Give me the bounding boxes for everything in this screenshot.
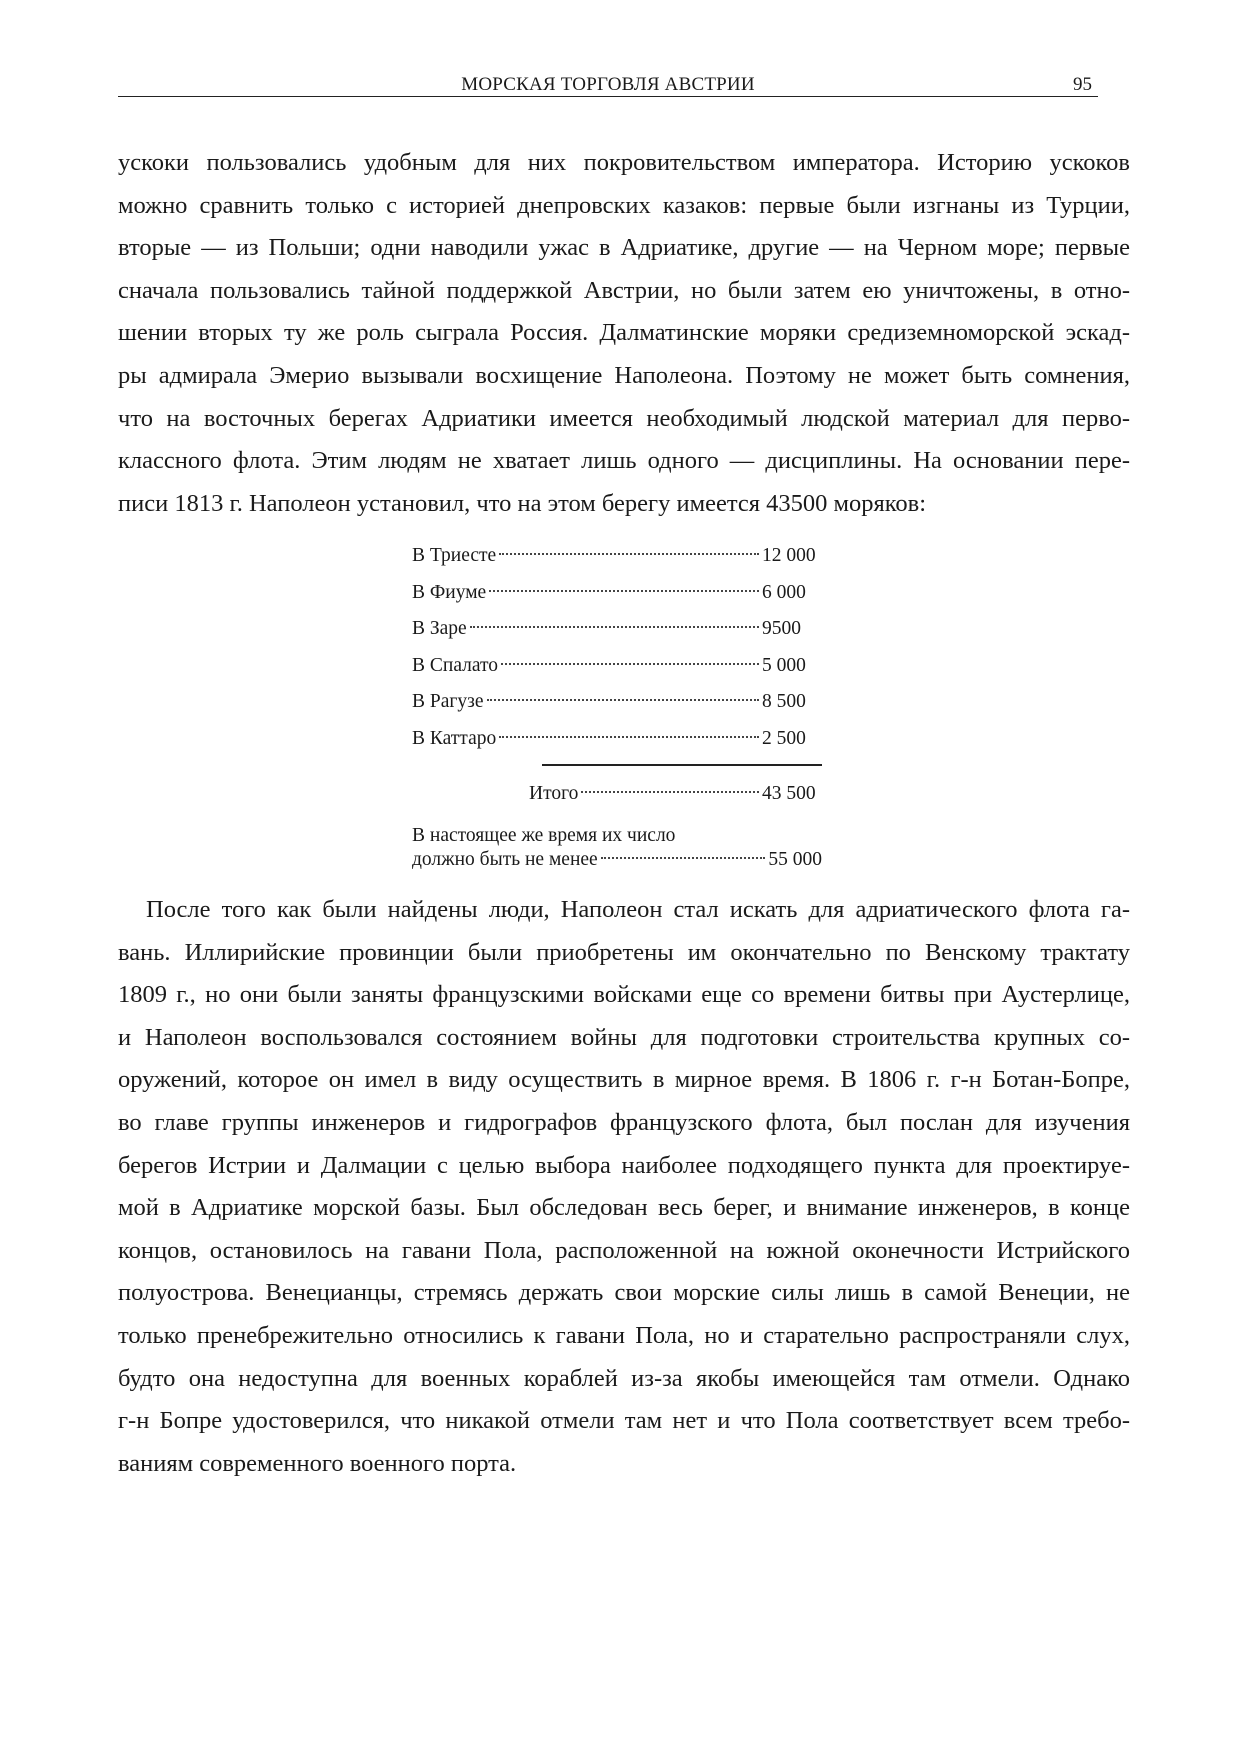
- row-place: В Фиуме: [412, 581, 487, 603]
- note-line: должно быть не менее: [412, 849, 598, 871]
- total-label: Итого: [529, 782, 579, 804]
- text-line: вань. Иллирийские провинции были приобретены им окончательно по Венскому трактату: [118, 938, 1130, 966]
- dot-leader: [501, 663, 759, 665]
- row-place: В Заре: [412, 618, 467, 640]
- row-value: 8 500: [762, 691, 806, 713]
- row-value: 12 000: [762, 545, 816, 566]
- dot-leader: [499, 553, 759, 555]
- text-line: сначала пользовались тайной поддержкой Австрии, но были затем ею уничтожены, в отно-: [118, 276, 1130, 304]
- row-place: В Спалато: [412, 654, 499, 676]
- table-row: [412, 538, 822, 575]
- table-row: [412, 721, 822, 758]
- text-line: что на восточных берегах Адриатики имеется необходимый людской материал для перво-: [118, 404, 1130, 432]
- text-line: ускоки пользовались удобным для них покровительством императора. Историю ускоков: [118, 149, 1130, 176]
- text-line: писи 1813 г. Наполеон установил, что на этом берегу имеется 43500 моряков:: [118, 489, 927, 517]
- text-line: концов, остановилось на гавани Пола, расположенной на южной оконечности Истрийского: [118, 1236, 1130, 1264]
- row-place: В Каттаро: [412, 727, 497, 749]
- dot-leader: [499, 736, 759, 738]
- total-row: [529, 776, 822, 813]
- text-line: ваниям современного военного порта.: [118, 1449, 517, 1477]
- dot-leader: [487, 699, 760, 701]
- row-value: 6 000: [762, 581, 806, 603]
- text-line: будто она недоступна для военных кораблей из-за якобы имеющейся там отмели. Однако: [118, 1364, 1130, 1392]
- text-line: и Наполеон воспользовался состоянием войны для подготовки строительства крупных со-: [118, 1023, 1130, 1051]
- text-line: ры адмирала Эмерио вызывали восхищение Наполеона. Поэтому не может быть сомнения,: [118, 361, 1130, 389]
- row-value: 2 500: [762, 727, 806, 749]
- running-header: [118, 72, 1098, 97]
- row-place: В Триесте: [412, 545, 497, 566]
- paragraph-1: [118, 142, 1130, 525]
- total-value: 43 500: [762, 782, 816, 804]
- text-line: только пренебрежительно относились к гавани Пола, но и старательно распространяли слух,: [118, 1321, 1130, 1349]
- note-line: В настоящее же время их число: [412, 825, 676, 847]
- table-row: [412, 575, 822, 612]
- table-row: [412, 684, 822, 721]
- dot-leader: [581, 791, 759, 793]
- text-line: оружений, которое он имел в виду осуществить в мирное время. В 1806 г. г-н Ботан-Бопре,: [118, 1066, 1130, 1094]
- text-line: можно сравнить только с историей днепровских казаков: первые были изгнаны из Турции,: [118, 191, 1130, 219]
- sum-rule: [542, 764, 822, 766]
- paragraph-2: [118, 889, 1130, 1485]
- note-row: [412, 848, 822, 872]
- running-title: МОРСКАЯ ТОРГОВЛЯ АВСТРИИ: [461, 74, 755, 95]
- dot-leader: [470, 626, 759, 628]
- sailors-table: [412, 538, 822, 872]
- text-line: мой в Адриатике морской базы. Был обследован весь берег, и внимание инженеров, в конце: [118, 1194, 1130, 1222]
- text-line: После того как были найдены люди, Наполеон стал искать для адриатического флота га-: [146, 896, 1130, 923]
- row-place: В Рагузе: [412, 691, 484, 713]
- text-line: берегов Истрии и Далмации с целью выбора наиболее подходящего пункта для проектируе-: [118, 1151, 1130, 1179]
- table-row: [412, 648, 822, 685]
- text-line: классного флота. Этим людям не хватает лишь одного — дисциплины. На основании пере-: [118, 447, 1130, 475]
- current-estimate-note: [412, 824, 822, 872]
- text-line: г-н Бопре удостоверился, что никакой отмели там нет и что Пола соответствует всем требо-: [118, 1407, 1130, 1435]
- page-number: 95: [1073, 74, 1092, 95]
- text-line: шении вторых ту же роль сыграла Россия. Далматинские моряки средиземноморской эскад-: [118, 319, 1130, 347]
- table-row: [412, 611, 822, 648]
- text-line: во главе группы инженеров и гидрографов французского флота, был послан для изучения: [118, 1108, 1130, 1136]
- dot-leader: [489, 590, 759, 592]
- note-value: 55 000: [768, 849, 822, 871]
- text-line: вторые — из Польши; одни наводили ужас в Адриатике, другие — на Черном море; первые: [118, 234, 1130, 262]
- dot-leader: [601, 857, 766, 859]
- text-line: полуострова. Венецианцы, стремясь держать свои морские силы лишь в самой Венеции, не: [118, 1279, 1130, 1307]
- row-value: 9500: [762, 618, 801, 640]
- row-value: 5 000: [762, 654, 806, 676]
- text-line: 1809 г., но они были заняты французскими войсками еще со времени битвы при Аустерлице,: [118, 981, 1130, 1009]
